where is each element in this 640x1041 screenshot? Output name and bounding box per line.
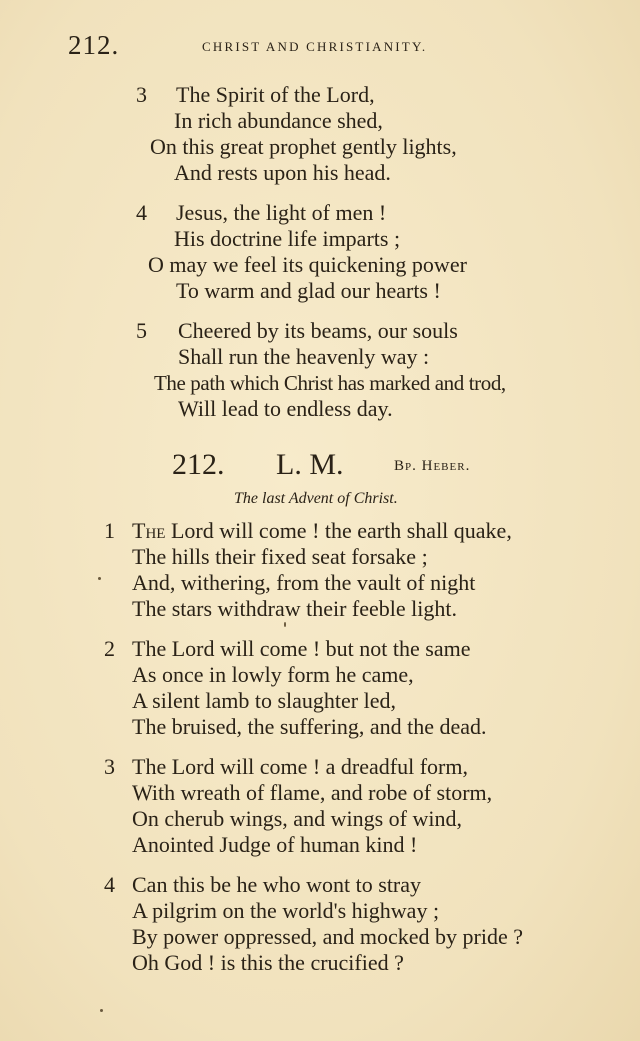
verse-line: Anointed Judge of human kind ! <box>132 832 418 857</box>
verse-line: The path which Christ has marked and trod, <box>154 371 506 395</box>
verse-line: A silent lamb to slaughter led, <box>132 688 396 713</box>
stanza-number: 3 <box>104 754 115 779</box>
verse-line: Shall run the heavenly way : <box>178 344 430 369</box>
verse-line: Oh God ! is this the crucified ? <box>132 950 404 975</box>
verse-line: With wreath of flame, and robe of storm, <box>132 780 493 805</box>
verse-line: Jesus, the light of men ! <box>176 200 387 225</box>
verse-line-rest: Lord will come ! the earth shall quake, <box>165 518 512 543</box>
stanza-number: 4 <box>104 872 115 897</box>
page-header <box>68 30 588 64</box>
verse-line: Will lead to endless day. <box>178 396 393 421</box>
verse-line: O may we feel its quickening power <box>148 252 467 277</box>
verse-line: Can this be he who wont to stray <box>132 872 422 897</box>
verse-line: And, withering, from the vault of night <box>132 570 476 595</box>
paper-speck <box>284 622 286 627</box>
stanza-number: 5 <box>136 318 147 343</box>
verse-line: As once in lowly form he came, <box>132 662 414 687</box>
hymn-meter: L. M. <box>276 448 344 481</box>
verse-line: On this great prophet gently lights, <box>150 134 457 159</box>
hymn-author: Bp. Heber. <box>394 458 471 474</box>
verse-line: By power oppressed, and mocked by pride ? <box>132 924 524 949</box>
verse-line: The stars withdraw their feeble light. <box>132 596 458 621</box>
verse-line-first <box>132 518 512 544</box>
hymn-header <box>172 448 572 484</box>
stanza-number: 4 <box>136 200 147 225</box>
drop-word: The <box>132 518 166 543</box>
page-number: 212. <box>68 30 120 60</box>
verse-line: The bruised, the suffering, and the dead. <box>132 714 487 739</box>
verse-line: His doctrine life imparts ; <box>174 226 401 251</box>
verse-line: To warm and glad our hearts ! <box>176 278 441 303</box>
hymn-title: The last Advent of Christ. <box>234 490 398 507</box>
paper-speck <box>100 1009 103 1012</box>
stanza-number: 2 <box>104 636 115 661</box>
verse-line: The Lord will come ! but not the same <box>132 636 471 661</box>
verse-line: On cherub wings, and wings of wind, <box>132 806 462 831</box>
verse-line: Cheered by its beams, our souls <box>178 318 458 343</box>
running-head: CHRIST AND CHRISTIANITY. <box>202 39 428 54</box>
verse-line: The hills their fixed seat forsake ; <box>132 544 428 569</box>
hymn-number: 212. <box>172 448 225 481</box>
verse-line: The Spirit of the Lord, <box>176 82 375 107</box>
paper-speck <box>98 577 101 580</box>
verse-line: A pilgrim on the world's highway ; <box>132 898 440 923</box>
verse-line: The Lord will come ! a dreadful form, <box>132 754 468 779</box>
verse-line: And rests upon his head. <box>174 160 391 185</box>
verse-line: In rich abundance shed, <box>174 108 383 133</box>
stanza-number: 3 <box>136 82 147 107</box>
stanza-number: 1 <box>104 518 115 543</box>
